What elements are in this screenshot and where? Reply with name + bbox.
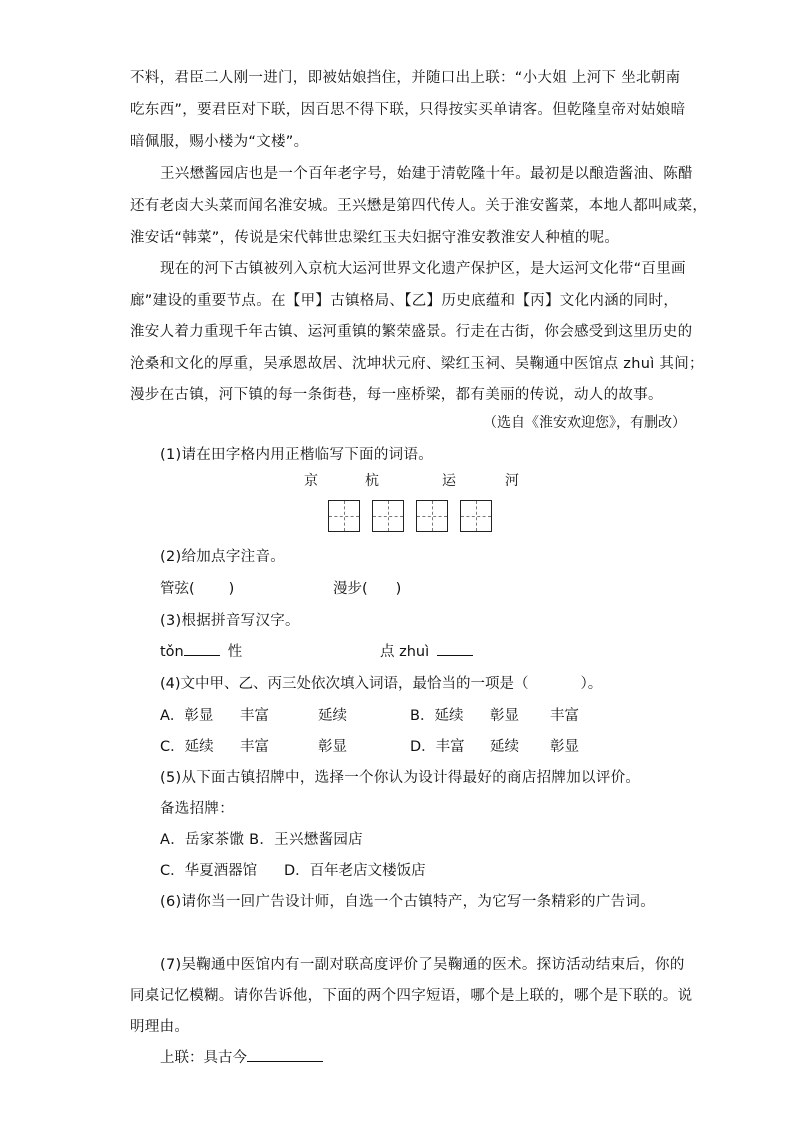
q3-blank-a[interactable]: [184, 641, 220, 656]
q4-option-d-3: 彰显: [550, 739, 579, 755]
question-7-line-2: 同桌记忆模糊。请你告诉他，下面的两个四字短语，哪个是上联的，哪个是下联的。说: [130, 988, 693, 1004]
question-1: (1)请在田字格内用正楷临写下面的词语。: [160, 447, 434, 463]
question-2: (2)给加点字注音。: [160, 549, 286, 565]
q4-option-a-3: 延续: [318, 708, 347, 724]
paragraph-1-line-2: 吃东西”，要君臣对下联，因百思不得下联，只得按实买单请客。但乾隆皇帝对姑娘暗: [130, 102, 686, 118]
copy-char-2: 杭: [365, 473, 379, 489]
q7-upper-couplet: 上联：具古今: [160, 1046, 323, 1067]
q3-blank-b[interactable]: [437, 641, 473, 656]
q5-option-c: C．华夏酒器馆: [160, 863, 258, 879]
tian-box-4[interactable]: [460, 500, 492, 532]
paragraph-1-line-1: 不料，君臣二人刚一进门，即被姑娘挡住，并随口出上联：“小大姐 上河下 坐北朝南: [130, 70, 681, 86]
question-5: (5)从下面古镇招牌中，选择一个你认为设计得最好的商店招牌加以评价。: [160, 770, 641, 786]
tian-box-1[interactable]: [328, 500, 360, 532]
question-7-line-1: (7)吴鞠通中医馆内有一副对联高度评价了吴鞠通的医术。探访活动结束后，你的: [160, 957, 685, 973]
q4-option-b-2: 彰显: [490, 708, 519, 724]
question-4: (4)文中甲、乙、丙三处依次填入词语，最恰当的一项是（ ）。: [160, 676, 603, 692]
tian-box-2[interactable]: [372, 500, 404, 532]
q4-option-a-2: 丰富: [240, 708, 269, 724]
tian-box-3[interactable]: [416, 500, 448, 532]
q4-option-c-3: 彰显: [318, 739, 347, 755]
q4-option-b-3: 丰富: [550, 708, 579, 724]
paragraph-2-line-2: 还有老卤大头菜而闻名淮安城。王兴懋是第四代传人。关于淮安酱菜，本地人都叫咸菜，: [130, 198, 708, 214]
copy-char-3: 运: [442, 473, 456, 489]
q4-option-d-2: 延续: [490, 739, 519, 755]
q4-option-d-1[interactable]: D．丰富: [410, 739, 465, 755]
copy-char-1: 京: [304, 473, 318, 489]
question-7-line-3: 明理由。: [130, 1019, 190, 1035]
q2-item-b: 漫步( ): [333, 581, 402, 597]
copy-char-4: 河: [505, 473, 519, 489]
q2-item-a: 管弦( ): [160, 581, 235, 597]
paragraph-3-line-4: 沧桑和文化的厚重，吴承恩故居、沈坤状元府、梁红玉祠、吴鞠通中医馆点 zhuì 其间；: [130, 356, 704, 372]
paragraph-2-line-3: 淮安话“韩菜”，传说是宋代韩世忠梁红玉夫妇据守淮安教淮安人种植的呢。: [130, 230, 620, 246]
q5-label: 备选招牌：: [160, 801, 234, 817]
paragraph-1-line-3: 暗佩服，赐小楼为“文楼”。: [130, 134, 309, 150]
paragraph-3-line-5: 漫步在古镇，河下镇的每一条街巷，每一座桥梁，都有美丽的传说，动人的故事。: [130, 387, 663, 403]
q4-option-c-1[interactable]: C．延续: [160, 739, 214, 755]
q4-option-b-1[interactable]: B．延续: [410, 708, 464, 724]
q4-option-a-1[interactable]: A．彰显: [160, 708, 214, 724]
paragraph-3-line-2: 廊”建设的重要节点。在【甲】古镇格局、【乙】历史底蕴和【丙】文化内涵的同时，: [130, 293, 679, 309]
q3-item-b: 点 zhuì: [380, 640, 473, 661]
q5-options-line-1: A．岳家茶馓 B．王兴懋酱园店: [160, 832, 363, 848]
paragraph-3-line-3: 淮安人着力重现千年古镇、运河重镇的繁荣盛景。行走在古街，你会感受到这里历史的: [130, 324, 693, 340]
q7-upper-blank[interactable]: [247, 1047, 323, 1062]
q5-option-d: D．百年老店文楼饭店: [284, 863, 426, 879]
question-3: (3)根据拼音写汉字。: [160, 613, 300, 629]
paragraph-3-line-1: 现在的河下古镇被列入京杭大运河世界文化遗产保护区，是大运河文化带“百里画: [160, 261, 686, 277]
q3-item-a: tǒn 性: [160, 640, 242, 661]
question-6: (6)请你当一回广告设计师，自选一个古镇特产，为它写一条精彩的广告词。: [160, 894, 656, 910]
q4-option-c-2: 丰富: [240, 739, 269, 755]
source-note: （选自《淮安欢迎您》，有删改）: [483, 415, 686, 431]
paragraph-2-line-1: 王兴懋酱园店也是一个百年老字号，始建于清乾隆十年。最初是以酿造酱油、陈醋: [160, 166, 693, 182]
